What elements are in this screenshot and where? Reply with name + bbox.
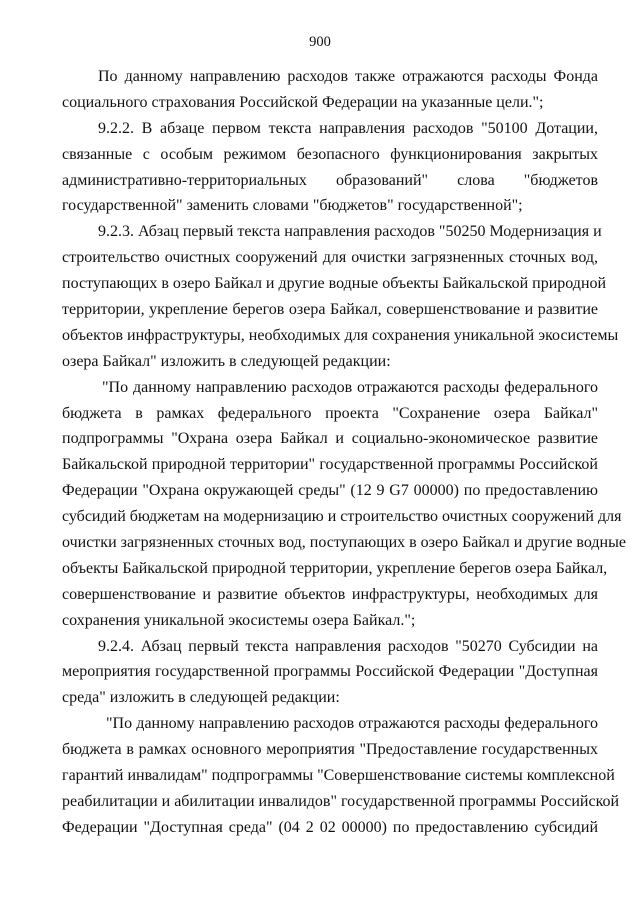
text-line: 9.2.3. Абзац первый текста направления расходов "50250 Модернизация и xyxy=(98,223,602,241)
text-line: очистки загрязненных сточных вод, поступающих в озеро Байкал и другие водные xyxy=(62,534,626,552)
text-line: озера Байкал" изложить в следующей редакции: xyxy=(62,352,391,370)
document-body xyxy=(62,64,626,841)
text-line: реабилитации и абилитации инвалидов" государственной программы Российской xyxy=(62,792,620,810)
text-line: Федерации "Доступная среда" (04 2 02 00000) по предоставлению субсидий xyxy=(62,818,598,836)
text-line: сохранения уникальной экосистемы озера Байкал."; xyxy=(62,611,416,629)
text-line: субсидий бюджетам на модернизацию и строительство очистных сооружений для xyxy=(62,508,622,526)
text-line: территории, укрепление берегов озера Байкал, совершенствование и развитие xyxy=(62,301,598,319)
text-line: строительство очистных сооружений для очистки загрязненных сточных вод, xyxy=(62,249,598,267)
text-line: 9.2.4. Абзац первый текста направления расходов "50270 Субсидии на xyxy=(98,637,598,655)
text-line: связанные с особым режимом безопасного функционирования закрытых xyxy=(62,145,598,163)
text-line: объекты Байкальской природной территории, укрепление берегов озера Байкал, xyxy=(62,559,608,577)
text-line: среда" изложить в следующей редакции: xyxy=(62,689,340,707)
text-line: совершенствование и развитие объектов инфраструктуры, необходимых для xyxy=(62,585,598,603)
text-line: гарантий инвалидам" подпрограммы "Совершенствование системы комплексной xyxy=(62,767,615,785)
text-line: "По данному направлению расходов отражаются расходы федерального xyxy=(106,715,598,733)
text-line: "По данному направлению расходов отражаются расходы федерального xyxy=(102,378,598,396)
text-line: государственной" заменить словами "бюджетов" государственной"; xyxy=(62,197,523,215)
text-line: 9.2.2. В абзаце первом текста направления расходов "50100 Дотации, xyxy=(98,119,598,137)
text-line: Федерации "Охрана окружающей среды" (12 9 G7 00000) по предоставлению xyxy=(62,482,598,500)
text-line: бюджета в рамках федерального проекта "Сохранение озера Байкал" xyxy=(62,404,598,422)
text-line: бюджета в рамках основного мероприятия "Предоставление государственных xyxy=(62,741,598,759)
text-line: Байкальской природной территории" государственной программы Российской xyxy=(62,456,598,474)
text-line: мероприятия государственной программы Российской Федерации "Доступная xyxy=(62,663,598,681)
page-number: 900 xyxy=(309,34,331,50)
text-line: поступающих в озеро Байкал и другие водные объекты Байкальской природной xyxy=(62,275,607,293)
text-line: административно-территориальных образований" слова "бюджетов xyxy=(62,171,598,189)
text-line: объектов инфраструктуры, необходимых для сохранения уникальной экосистемы xyxy=(62,326,619,344)
text-line: По данному направлению расходов также отражаются расходы Фонда xyxy=(98,68,598,85)
text-line: подпрограммы "Охрана озера Байкал и социально-экономическое развитие xyxy=(62,430,598,448)
text-line: социального страхования Российской Федерации на указанные цели."; xyxy=(62,93,544,111)
